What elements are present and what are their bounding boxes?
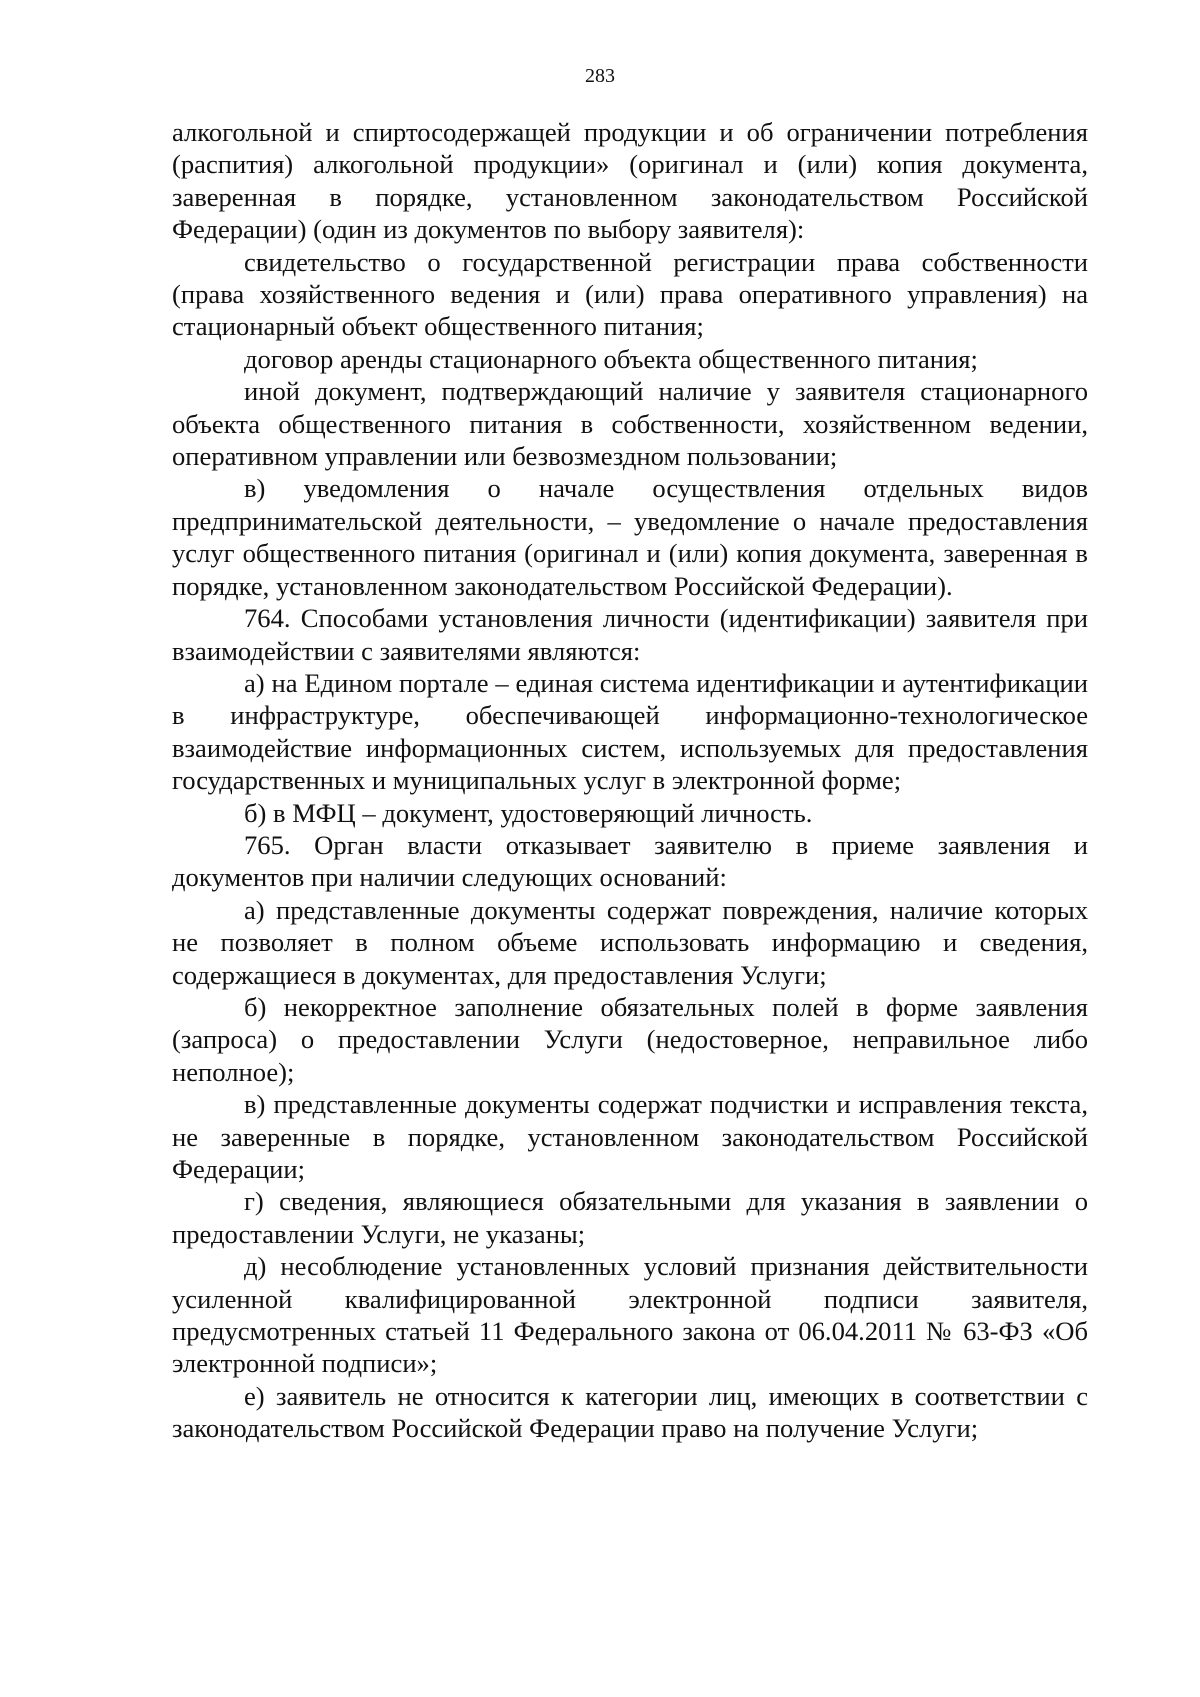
page-number: 283 [585, 65, 615, 87]
paragraph-765-b: б) некорректное заполнение обязательных полей в форме заявления (запроса) о предоставлении Услуги (недостоверное, неправильное либо неполное); [172, 991, 1088, 1087]
paragraph-765-g: г) сведения, являющиеся обязательными для указания в заявлении о предоставлении Услуги, не указаны; [172, 1186, 1088, 1249]
paragraph-765-a: а) представленные документы содержат повреждения, наличие которых не позволяет в полном объеме использовать информацию и сведения, содержащиеся в документах, для предоставления Услуги; [172, 894, 1088, 990]
paragraph-item-v-notification: в) уведомления о начале осуществления отдельных видов предпринимательской деятельности, – уведомление о начале предоставления услуг общественного питания (оригинал и (или) копия документа, заверенная в порядке, установленном законодательством Российской Федерации). [172, 473, 1088, 601]
paragraph-765-d: д) несоблюдение установленных условий признания действительности усиленной квалифицированной электронной подписи заявителя, предусмотренных статьей 11 Федерального закона от 06.04.2011 № 63-ФЗ «Об электронной подписи»; [172, 1251, 1088, 1379]
paragraph-765: 765. Орган власти отказывает заявителю в приеме заявления и документов при наличии следующих оснований: [172, 829, 1088, 893]
paragraph-764-b: б) в МФЦ – документ, удостоверяющий личность. [244, 797, 813, 828]
paragraph-other-document: иной документ, подтверждающий наличие у заявителя стационарного объекта общественного питания в собственности, хозяйственном ведении, оперативном управлении или безвозмездном пользовании; [172, 376, 1088, 472]
paragraph-764-a: а) на Едином портале – единая система идентификации и аутентификации в инфраструктуре, обеспечивающей информационно-технологическое взаимодействие информационных систем, используемых для предоставления государственных и муниципальных услуг в электронной форме; [172, 667, 1088, 796]
paragraph-ownership-certificate: свидетельство о государственной регистрации права собственности (права хозяйственного ведения и (или) права оперативного управления) на стационарный объект общественного питания; [172, 246, 1088, 342]
paragraph-765-e: е) заявитель не относится к категории лиц, имеющих в соответствии с законодательством Российской Федерации право на получение Услуги; [172, 1380, 1088, 1444]
paragraph-lease-agreement: договор аренды стационарного объекта общественного питания; [244, 343, 978, 374]
paragraph-765-v: в) представленные документы содержат подчистки и исправления текста, не заверенные в порядке, установленном законодательством Российской Федерации; [172, 1089, 1088, 1184]
document-body [172, 116, 1088, 1445]
paragraph-continuation: алкогольной и спиртосодержащей продукции и об ограничении потребления (распития) алкогольной продукции» (оригинал и (или) копия документа, заверенная в порядке, установленном законодательством Российской Федерации) (один из документов по выбору заявителя): [172, 117, 1088, 245]
paragraph-764: 764. Способами установления личности (идентификации) заявителя при взаимодействии с заявителями являются: [172, 603, 1088, 666]
